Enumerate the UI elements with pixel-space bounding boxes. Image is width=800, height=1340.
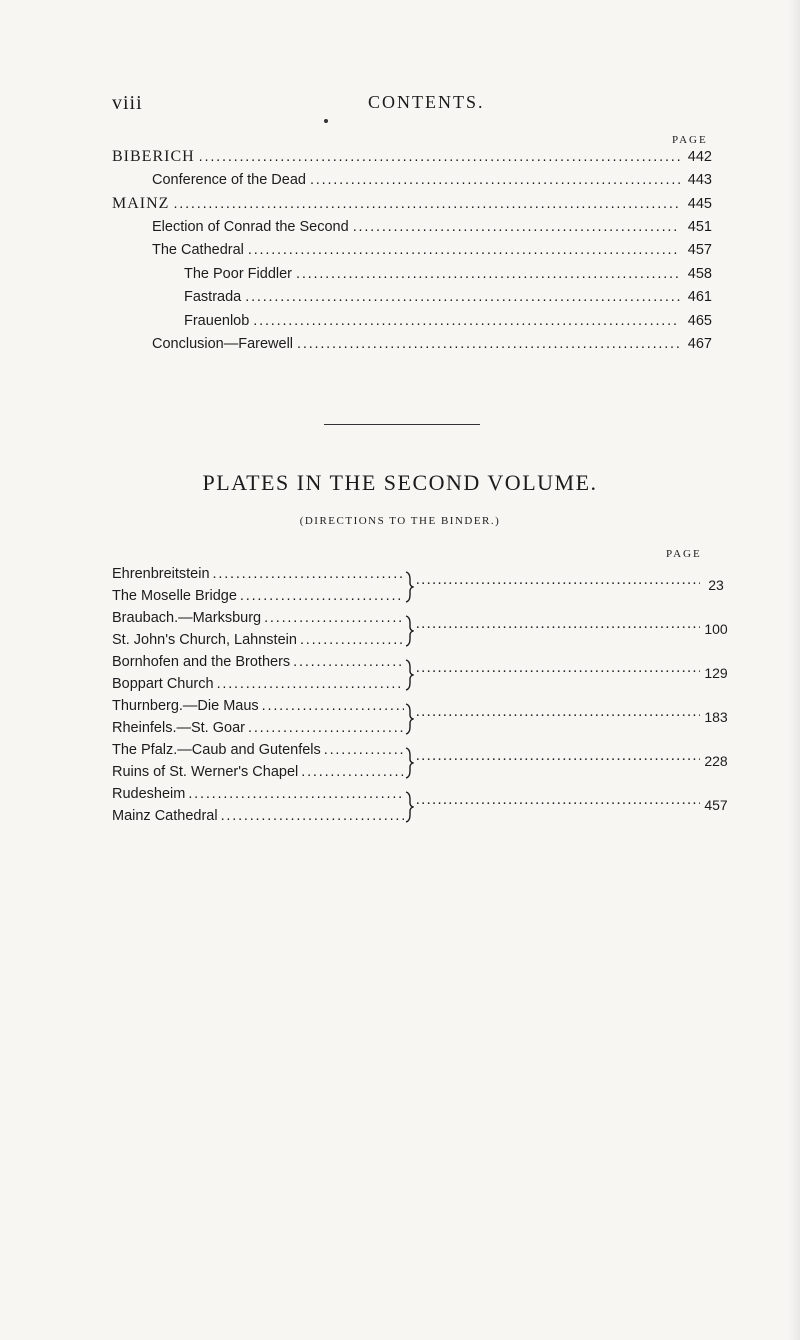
right-brace-icon xyxy=(404,746,414,780)
plate-item xyxy=(112,654,404,670)
dot-leader xyxy=(296,266,680,282)
page-edge-shadow xyxy=(788,0,800,1340)
toc-entry-title: The Poor Fiddler xyxy=(184,265,292,282)
dot-leader xyxy=(416,792,716,809)
toc-entry xyxy=(112,219,712,243)
toc-entry-title: Frauenlob xyxy=(184,312,250,329)
plate-item-title: Ruins of St. Werner's Chapel xyxy=(112,764,299,780)
toc-entry-page: 451 xyxy=(687,218,712,235)
plate-item xyxy=(112,676,404,692)
plate-item-title: Boppart Church xyxy=(112,676,214,692)
plate-item-title: The Moselle Bridge xyxy=(112,588,237,604)
toc-entry-page: 458 xyxy=(687,265,712,282)
plate-item xyxy=(112,808,404,824)
plate-item-title: Ehrenbreitstein xyxy=(112,566,210,582)
dot-leader xyxy=(416,704,716,721)
dot-leader xyxy=(416,572,716,589)
dot-leader xyxy=(240,588,404,604)
toc-entry-title: The Cathedral xyxy=(152,242,244,258)
right-brace-icon xyxy=(404,570,414,604)
page-number: viii xyxy=(112,92,143,114)
ink-dot xyxy=(324,119,328,123)
dot-leader xyxy=(416,660,716,677)
dot-leader xyxy=(416,616,716,633)
plate-item-title: St. John's Church, Lahnstein xyxy=(112,632,297,648)
toc-entry xyxy=(112,336,712,360)
dot-leader xyxy=(245,289,680,305)
dot-leader xyxy=(293,654,404,670)
toc-entry xyxy=(112,313,712,337)
plate-group-page: 228 xyxy=(700,753,732,769)
toc-entry-page: 465 xyxy=(687,312,712,329)
dot-leader xyxy=(310,172,680,188)
contents-list xyxy=(112,148,712,360)
plate-item-title: Braubach.—Marksburg xyxy=(112,610,262,626)
binder-directions-text: (DIRECTIONS TO THE BINDER.) xyxy=(299,515,501,527)
dot-leader xyxy=(199,149,680,165)
plate-item xyxy=(112,720,404,736)
plate-group xyxy=(112,566,724,610)
toc-entry xyxy=(112,266,712,290)
toc-entry-page: 461 xyxy=(687,289,712,305)
dot-leader xyxy=(262,698,404,714)
running-title: CONTENTS. xyxy=(368,92,485,112)
toc-entry-page: 442 xyxy=(687,149,712,165)
dot-leader xyxy=(300,632,404,648)
plate-item xyxy=(112,764,404,780)
plates-page-column-heading: PAGE xyxy=(666,548,702,560)
contents-page-column-heading: PAGE xyxy=(672,134,708,146)
dot-leader xyxy=(297,336,680,352)
toc-entry-page: 457 xyxy=(687,242,712,258)
dot-leader xyxy=(416,748,716,765)
toc-entry xyxy=(112,172,712,196)
toc-entry-title: BIBERICH xyxy=(112,148,195,165)
plate-group-page: 457 xyxy=(700,797,732,813)
right-brace-icon xyxy=(404,702,414,736)
plate-item xyxy=(112,698,404,714)
plates-list xyxy=(112,566,728,830)
dot-leader xyxy=(217,676,404,692)
toc-entry-page: 445 xyxy=(687,196,712,212)
toc-entry-title: Conference of the Dead xyxy=(152,171,306,188)
plate-group-page: 23 xyxy=(700,577,732,593)
toc-entry-page: 443 xyxy=(687,171,712,188)
dot-leader xyxy=(264,610,404,626)
plate-item-title: Rheinfels.—St. Goar xyxy=(112,720,245,736)
dot-leader xyxy=(221,808,404,824)
toc-entry xyxy=(112,242,712,266)
toc-entry xyxy=(112,148,712,172)
right-brace-icon xyxy=(404,658,414,692)
dot-leader xyxy=(188,786,404,802)
plate-item xyxy=(112,632,404,648)
plates-section-title: PLATES IN THE SECOND VOLUME. xyxy=(202,470,598,495)
dot-leader xyxy=(253,313,680,329)
right-brace-icon xyxy=(404,790,414,824)
toc-entry-title: Fastrada xyxy=(184,289,242,305)
section-divider-rule xyxy=(324,424,480,425)
toc-entry-title: MAINZ xyxy=(112,195,170,212)
toc-entry-page: 467 xyxy=(687,336,712,352)
plate-item xyxy=(112,588,404,604)
plate-group xyxy=(112,654,728,698)
dot-leader xyxy=(324,742,404,758)
plate-item-title: Thurnberg.—Die Maus xyxy=(112,698,259,714)
plate-item xyxy=(112,566,404,582)
plate-group-page: 183 xyxy=(700,709,732,725)
plate-group xyxy=(112,610,728,654)
plate-group xyxy=(112,786,728,830)
plate-item xyxy=(112,786,404,802)
dot-leader xyxy=(173,196,680,212)
dot-leader xyxy=(248,242,680,258)
plate-item-title: Mainz Cathedral xyxy=(112,808,218,824)
plate-group-page: 129 xyxy=(700,665,732,681)
dot-leader xyxy=(301,764,404,780)
binder-directions xyxy=(0,512,800,529)
toc-entry-title: Conclusion—Farewell xyxy=(152,336,294,352)
plate-item xyxy=(112,742,404,758)
plate-item-title: Rudesheim xyxy=(112,786,186,802)
plate-group xyxy=(112,698,728,742)
dot-leader xyxy=(353,219,680,235)
plate-group xyxy=(112,742,728,786)
dot-leader xyxy=(213,566,404,582)
toc-entry xyxy=(112,289,712,313)
page-header xyxy=(0,92,800,122)
plate-item xyxy=(112,610,404,626)
plate-group-page: 100 xyxy=(700,621,732,637)
toc-entry xyxy=(112,195,712,219)
toc-entry-title: Election of Conrad the Second xyxy=(152,218,349,235)
plate-item-title: Bornhofen and the Brothers xyxy=(112,654,291,670)
plate-item-title: The Pfalz.—Caub and Gutenfels xyxy=(112,742,321,758)
dot-leader xyxy=(248,720,404,736)
right-brace-icon xyxy=(404,614,414,648)
